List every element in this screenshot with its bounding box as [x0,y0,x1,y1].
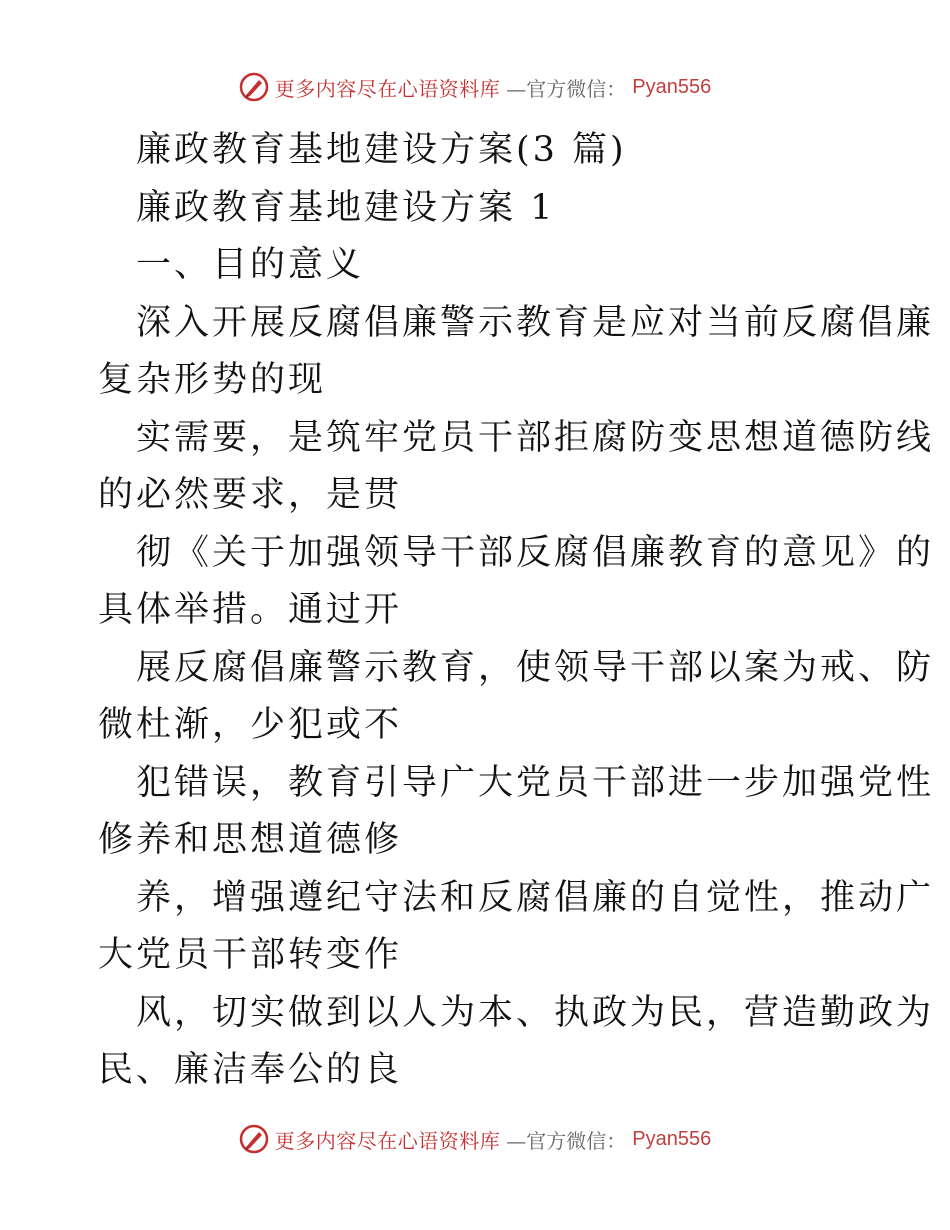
paragraph-line: 修养和思想道德修 [98,820,403,860]
pen-logo-icon [239,1124,269,1154]
watermark-official: —官方微信： [506,76,627,101]
watermark-wechat-id: Pyan556 [632,1127,712,1150]
pen-logo-icon [239,72,269,102]
paragraph-line: 具体举措。通过开 [98,590,403,630]
paragraph-line: 大党员干部转变作 [98,935,403,975]
document-title: 廉政教育基地建设方案(3 篇) [136,130,627,170]
watermark-official: —官方微信： [506,1128,627,1153]
paragraph-line: 民、廉洁奉公的良 [98,1050,403,1090]
watermark-text: 更多内容尽在心语资料库 [274,76,501,101]
paragraph-line: 深入开展反腐倡廉警示教育是应对当前反腐倡廉 [136,302,935,343]
paragraph-line: 的必然要求，是贯 [98,475,403,515]
document-subtitle: 廉政教育基地建设方案 1 [136,187,556,228]
paragraph-line: 风，切实做到以人为本、执政为民，营造勤政为 [136,992,935,1033]
watermark-header [0,72,950,102]
paragraph-line: 犯错误，教育引导广大党员干部进一步加强党性 [136,762,935,803]
paragraph-line: 复杂形势的现 [98,360,327,400]
paragraph-line: 微杜渐，少犯或不 [98,705,403,745]
watermark-text: 更多内容尽在心语资料库 [274,1128,501,1153]
paragraph-line: 养，增强遵纪守法和反腐倡廉的自觉性，推动广 [136,877,935,918]
paragraph-line: 展反腐倡廉警示教育，使领导干部以案为戒、防 [136,647,935,688]
paragraph-line: 彻《关于加强领导干部反腐倡廉教育的意见》的 [136,532,935,573]
section-heading: 一、目的意义 [136,245,365,285]
watermark-wechat-id: Pyan556 [632,75,712,98]
paragraph-line: 实需要，是筑牢党员干部拒腐防变思想道德防线 [136,417,935,458]
watermark-footer [0,1124,950,1154]
document-body [98,122,935,1100]
